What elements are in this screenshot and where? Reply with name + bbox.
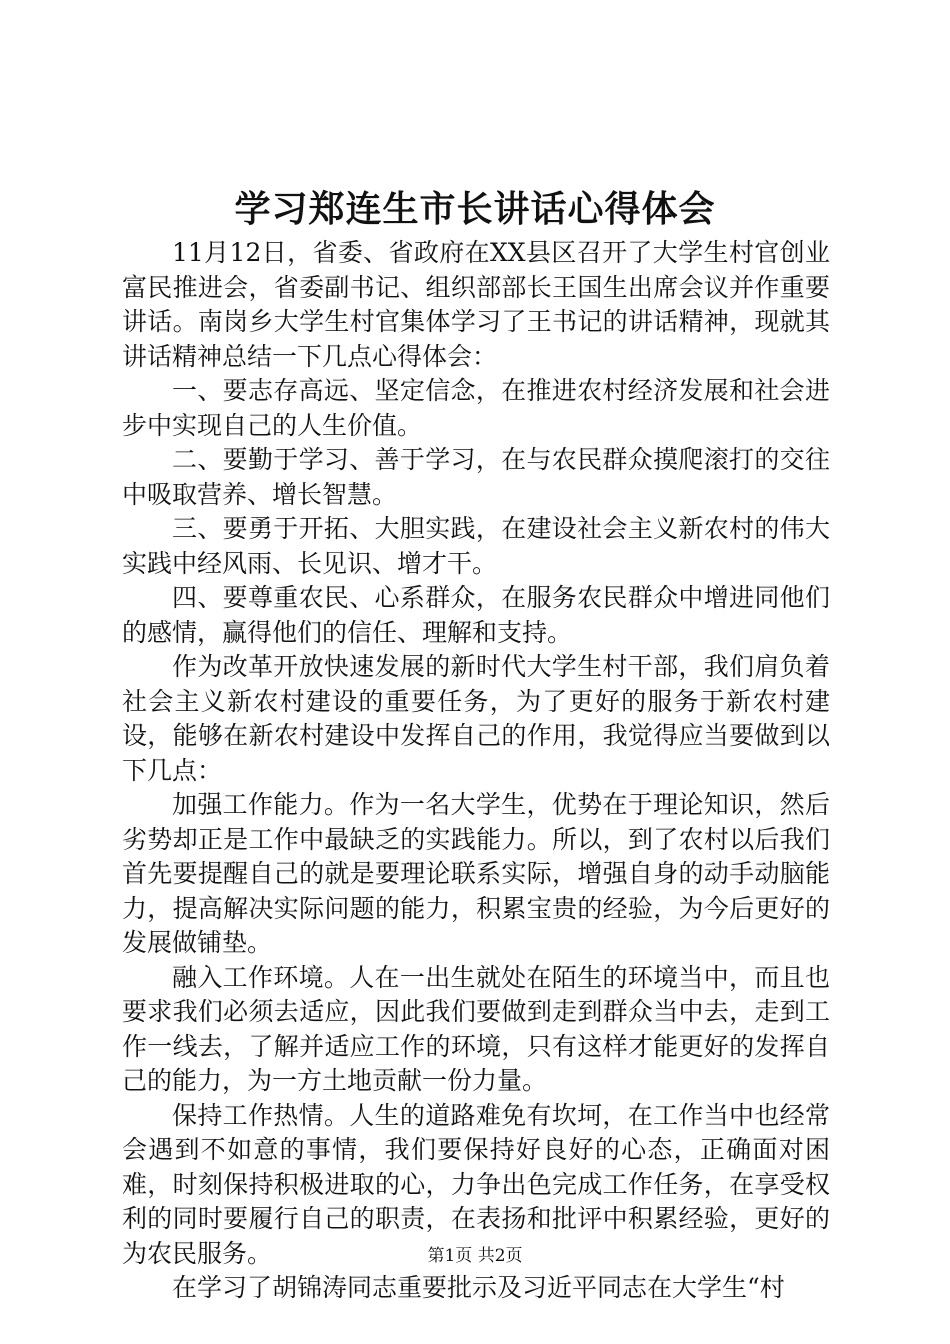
paragraph: 四、要尊重农民、心系群众，在服务农民群众中增进同他们的感情，赢得他们的信任、理解和支持。 (122, 583, 830, 647)
paragraph: 融入工作环境。人在一出生就处在陌生的环境当中，而且也要求我们必须去适应，因此我们要做到走到群众当中去，走到工作一线去，了解并适应工作的环境，只有这样才能更好的发挥自己的能力，为一方土地贡献一份力量。 (122, 962, 830, 1095)
paragraph: 在学习了胡锦涛同志重要批示及习近平同志在大学生“村 (172, 1273, 785, 1302)
paragraph: 作为改革开放快速发展的新时代大学生村干部，我们肩负着社会主义新农村建设的重要任务，为了更好的服务于新农村建设，能够在新农村建设中发挥自己的作用，我觉得应当要做到以下几点： (122, 652, 830, 785)
paragraph: 一、要志存高远、坚定信念，在推进农村经济发展和社会进步中实现自己的人生价值。 (122, 376, 830, 440)
page-number: 第1页 共2页 (427, 1246, 523, 1266)
page-footer (0, 1244, 950, 1268)
paragraph: 三、要勇于开拓、大胆实践，在建设社会主义新农村的伟大实践中经风雨、长见识、增才干。 (122, 514, 830, 578)
paragraph: 二、要勤于学习、善于学习，在与农民群众摸爬滚打的交往中吸取营养、增长智慧。 (122, 445, 830, 509)
document-title: 学习郑连生市长讲话心得体会 (234, 188, 716, 230)
paragraph: 保持工作热情。人生的道路难免有坎坷，在工作当中也经常会遇到不如意的事情，我们要保持好良好的心态，正确面对困难，时刻保持积极进取的心，力争出色完成工作任务，在享受权利的同时要履行自己的职责，在表扬和批评中积累经验，更好的为农民服务。 (122, 1100, 830, 1268)
paragraph: 11月12日，省委、省政府在XX县区召开了大学生村官创业富民推进会，省委副书记、组织部部长王国生出席会议并作重要讲话。南岗乡大学生村官集体学习了王书记的讲话精神，现就其讲话精神总结一下几点心得体会： (122, 238, 830, 371)
document-body (122, 236, 830, 1306)
paragraph: 加强工作能力。作为一名大学生，优势在于理论知识，然后劣势却正是工作中最缺乏的实践能力。所以，到了农村以后我们首先要提醒自己的就是要理论联系实际，增强自身的动手动脑能力，提高解决实际问题的能力，积累宝贵的经验，为今后更好的发展做铺垫。 (122, 790, 830, 957)
